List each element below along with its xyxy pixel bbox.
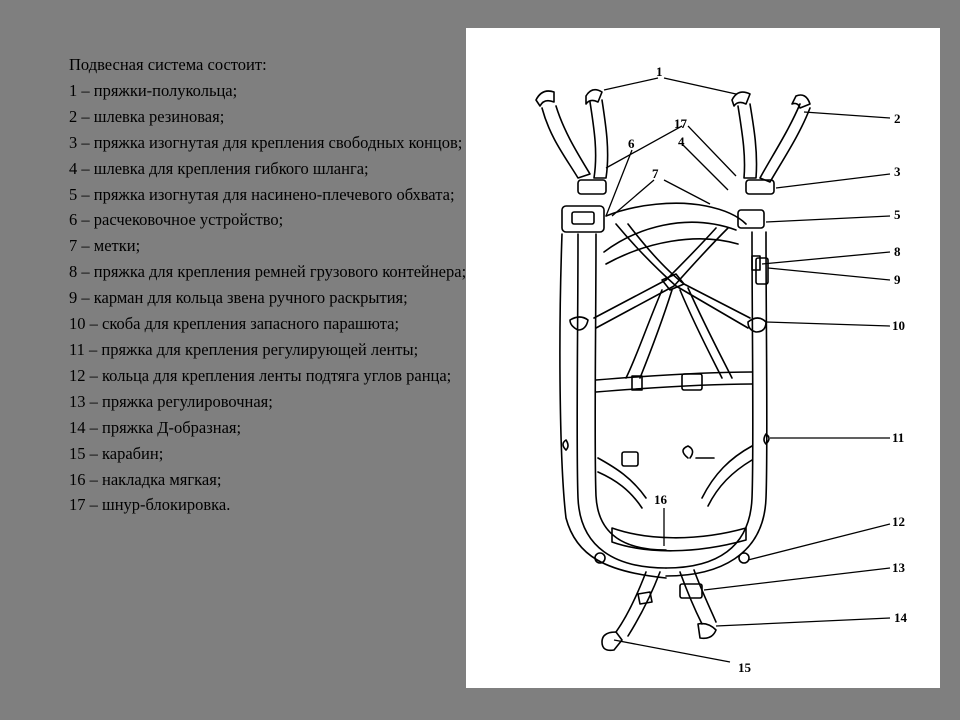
half-ring-left-1 (536, 91, 554, 106)
callout-11: 11 (892, 430, 905, 445)
callout-14: 14 (894, 610, 907, 625)
legend-item: 9 – карман для кольца звена ручного раскрытия; (69, 288, 408, 308)
leader-8 (762, 252, 890, 264)
buckle-11-left (563, 440, 568, 450)
leader-12 (748, 524, 890, 560)
cross-strap-a (606, 203, 746, 224)
soft-pad-16 (612, 528, 746, 551)
legend-item: 8 – пряжка для крепления ремней грузового контейнера; (69, 262, 467, 282)
legend-item: 3 – пряжка изогнутая для крепления свободных концов; (69, 132, 463, 152)
snap-hook-11 (683, 446, 714, 458)
legend-item: 7 – метки; (69, 236, 141, 256)
buckle-left-5-inner (572, 212, 594, 224)
buckle-left-3 (578, 180, 606, 194)
legend-item: 15 – карабин; (69, 443, 164, 463)
side-strap-right (666, 232, 767, 576)
legend-item: 13 – пряжка регулировочная; (69, 391, 273, 411)
legend-item: 11 – пряжка для крепления регулирующей ленты; (69, 339, 419, 359)
leg-loop-right (680, 570, 716, 624)
leader-1b (664, 78, 736, 94)
leader-13 (704, 568, 890, 590)
legend-item: 17 – шнур-блокировка. (69, 495, 231, 515)
buckle-13 (680, 584, 702, 598)
buckle-14 (698, 624, 716, 639)
callout-3: 3 (894, 164, 901, 179)
callout-4: 4 (678, 134, 685, 149)
bracket-10-left (570, 317, 588, 330)
legend-item: 14 – пряжка Д-образная; (69, 417, 242, 437)
leader-14 (716, 618, 890, 626)
callout-7: 7 (652, 166, 659, 181)
leader-6 (606, 150, 632, 216)
leader-9 (768, 268, 890, 280)
legend-title: Подвесная система состоит: (69, 55, 267, 74)
callout-6: 6 (628, 136, 635, 151)
harness-figure-panel (466, 28, 940, 688)
outer-frame-left (560, 234, 666, 578)
leader-3 (776, 174, 890, 188)
upper-strap-right-b (760, 104, 810, 182)
upper-strap-left-a (542, 106, 590, 178)
upper-strap-right-a (738, 104, 757, 178)
leader-1a (604, 78, 658, 90)
leader-10 (766, 322, 890, 326)
legend-item: 5 – пряжка изогнутая для насинено-плечевого обхвата; (69, 184, 455, 204)
side-strap-left (577, 234, 666, 568)
leader-15 (614, 640, 730, 662)
upper-strap-left-b (590, 100, 608, 178)
callout-13: 13 (892, 560, 905, 575)
leader-7b (664, 180, 710, 204)
callout-5: 5 (894, 207, 901, 222)
small-buckle-left (638, 592, 652, 604)
callout-9: 9 (894, 272, 901, 287)
callout-8: 8 (894, 244, 901, 259)
callout-15: 15 (738, 660, 751, 675)
callout-16: 16 (654, 492, 667, 507)
leg-buckle-left (622, 452, 638, 466)
callout-2: 2 (894, 111, 901, 126)
legend-item: 10 – скоба для крепления запасного парашюта; (69, 314, 400, 334)
buckle-left-5 (562, 206, 604, 232)
legend-item: 12 – кольца для крепления ленты подтяга углов ранца; (69, 365, 452, 385)
callout-10: 10 (892, 318, 905, 333)
ring-12-right (739, 553, 749, 563)
legend-item: 4 – шлевка для крепления гибкого шланга; (69, 158, 369, 178)
leg-strap-right (702, 446, 752, 506)
legend-text (20, 52, 500, 518)
callout-1: 1 (656, 64, 663, 79)
callout-12: 12 (892, 514, 905, 529)
half-ring-left-2 (586, 90, 602, 104)
legend-item: 1 – пряжки-полукольца; (69, 80, 238, 100)
legend-item: 2 – шлевка резиновая; (69, 106, 225, 126)
cross-strap-b (604, 222, 738, 264)
legend-item: 16 – накладка мягкая; (69, 469, 222, 489)
lower-diagonal-left (626, 290, 672, 378)
leg-loop-left (616, 572, 660, 636)
leader-17a (606, 126, 682, 168)
leader-17b (688, 126, 736, 176)
legend-item: 6 – расчековочное устройство; (69, 210, 284, 230)
lower-diagonal-right (680, 288, 732, 378)
harness-diagram (466, 28, 940, 688)
buckle-right-5 (738, 210, 764, 228)
horizontal-belt (596, 372, 752, 392)
callout-17: 17 (674, 116, 687, 131)
bracket-10 (748, 318, 766, 332)
leader-2 (804, 112, 890, 118)
belt-buckle-right (682, 374, 702, 390)
leader-4 (682, 144, 728, 190)
half-ring-right-2 (792, 95, 810, 108)
leader-5 (766, 216, 890, 222)
